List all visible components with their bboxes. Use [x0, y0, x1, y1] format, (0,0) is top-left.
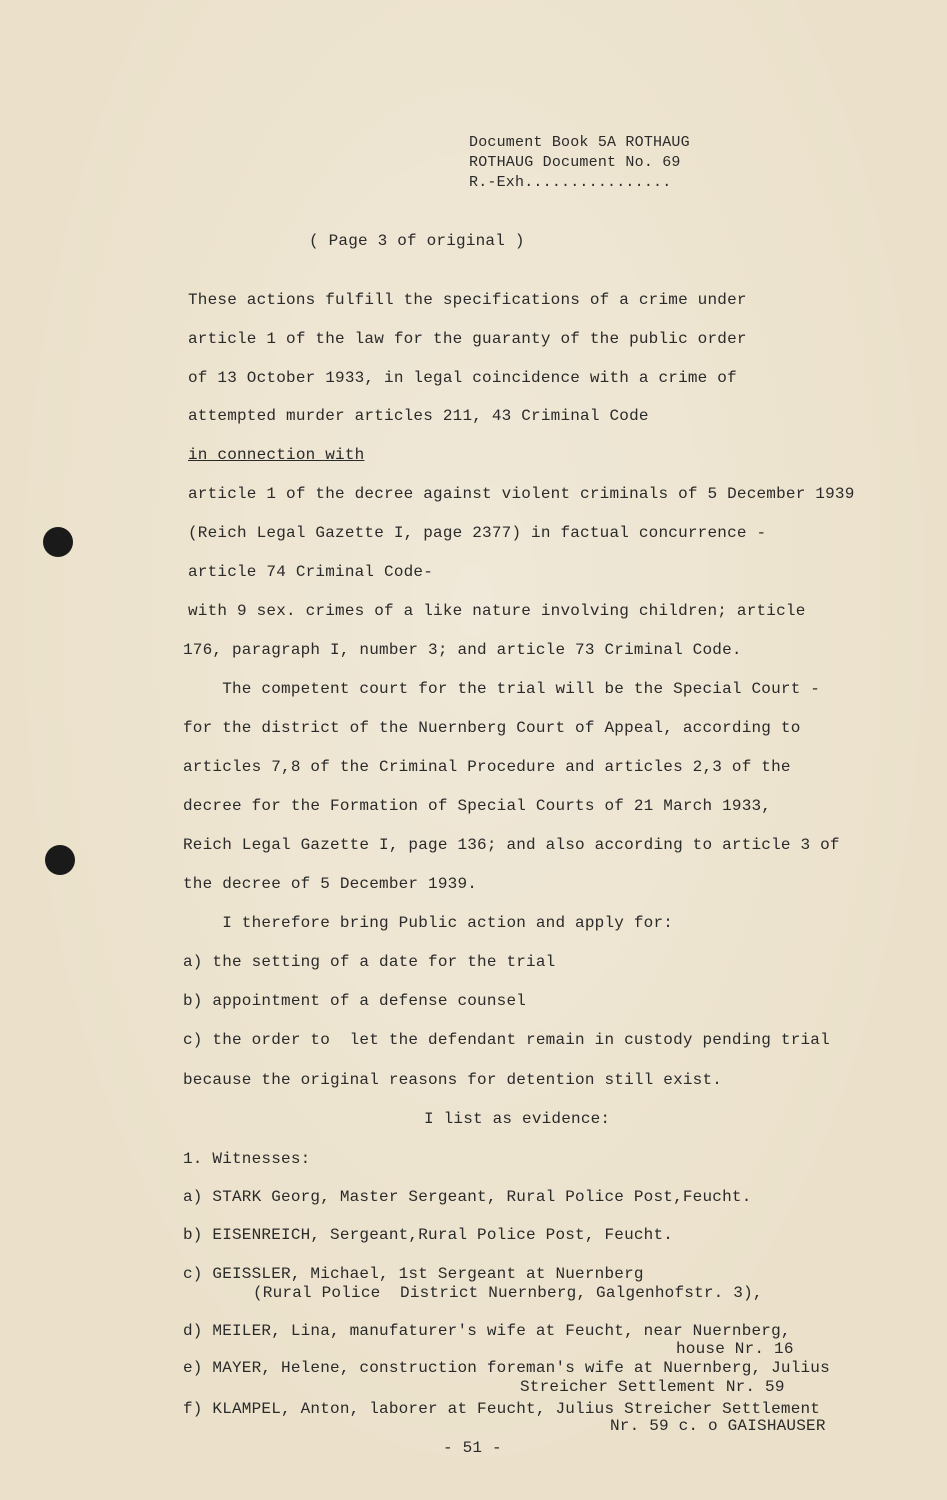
body-line: decree for the Formation of Special Courts of 21 March 1933, [183, 797, 772, 815]
witness-a: a) STARK Georg, Master Sergeant, Rural Police Post,Feucht. [183, 1188, 752, 1206]
punch-hole-bottom [45, 845, 75, 875]
apply-item-c: c) the order to let the defendant remain in custody pending trial [183, 1031, 830, 1049]
witnesses-heading: 1. Witnesses: [183, 1150, 311, 1168]
body-line: article 1 of the law for the guaranty of the public order [188, 330, 747, 348]
apply-item-a: a) the setting of a date for the trial [183, 953, 556, 971]
punch-hole-top [43, 527, 73, 557]
evidence-heading: I list as evidence: [424, 1110, 611, 1128]
witness-e: e) MAYER, Helene, construction foreman's wife at Nuernberg, Julius [183, 1359, 830, 1377]
header-document-no: ROTHAUG Document No. 69 [469, 154, 681, 171]
body-line: The competent court for the trial will be the Special Court - [183, 680, 821, 698]
body-line: attempted murder articles 211, 43 Criminal Code [188, 407, 649, 425]
body-line: Reich Legal Gazette I, page 136; and also according to article 3 of [183, 836, 840, 854]
body-line: for the district of the Nuernberg Court of Appeal, according to [183, 719, 801, 737]
header-exhibit: R.-Exh................ [469, 174, 672, 191]
body-line: article 74 Criminal Code- [188, 563, 434, 581]
witness-c-cont: (Rural Police District Nuernberg, Galgenhofstr. 3), [253, 1284, 763, 1302]
body-line: of 13 October 1933, in legal coincidence with a crime of [188, 369, 737, 387]
apply-item-b: b) appointment of a defense counsel [183, 992, 527, 1010]
body-line: These actions fulfill the specifications of a crime under [188, 291, 747, 309]
witness-e-cont: Streicher Settlement Nr. 59 [520, 1378, 785, 1396]
witness-f-cont: Nr. 59 c. o GAISHAUSER [610, 1417, 826, 1435]
body-line: I therefore bring Public action and apply for: [183, 914, 674, 932]
body-line: articles 7,8 of the Criminal Procedure and articles 2,3 of the [183, 758, 791, 776]
body-line: 176, paragraph I, number 3; and article 73 Criminal Code. [183, 641, 742, 659]
apply-item-c-cont: because the original reasons for detention still exist. [183, 1071, 723, 1089]
body-line: with 9 sex. crimes of a like nature involving children; article [188, 602, 806, 620]
body-line: (Reich Legal Gazette I, page 2377) in factual concurrence - [188, 524, 767, 542]
body-line: article 1 of the decree against violent criminals of 5 December 1939 [188, 485, 855, 503]
page-number: - 51 - [443, 1439, 502, 1457]
header-book: Document Book 5A ROTHAUG [469, 134, 690, 151]
witness-b: b) EISENREICH, Sergeant,Rural Police Post, Feucht. [183, 1226, 674, 1244]
body-line: the decree of 5 December 1939. [183, 875, 478, 893]
witness-d-cont: house Nr. 16 [676, 1340, 794, 1358]
witness-d: d) MEILER, Lina, manufaturer's wife at Feucht, near Nuernberg, [183, 1322, 791, 1340]
witness-f: f) KLAMPEL, Anton, laborer at Feucht, Julius Streicher Settlement [183, 1400, 821, 1418]
page-reference: ( Page 3 of original ) [309, 232, 525, 250]
connection-heading: in connection with [188, 446, 365, 464]
witness-c: c) GEISSLER, Michael, 1st Sergeant at Nuernberg [183, 1265, 644, 1283]
